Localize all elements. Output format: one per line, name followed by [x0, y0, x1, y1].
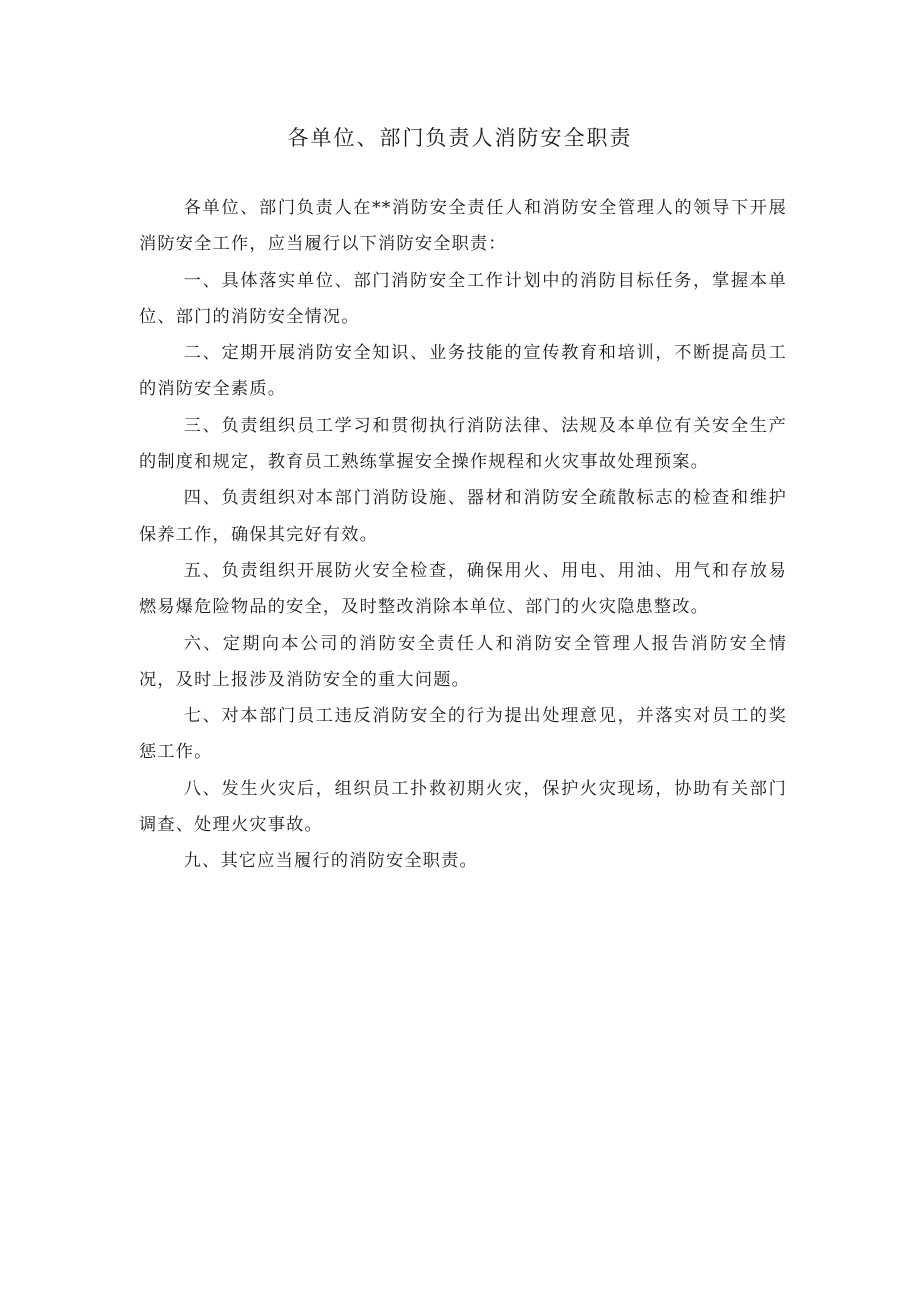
paragraph-item-1: 一、具体落实单位、部门消防安全工作计划中的消防目标任务，掌握本单位、部门的消防安全情况。 [139, 270, 787, 327]
paragraph-item-9: 九、其它应当履行的消防安全职责。 [183, 851, 478, 872]
paragraph-item-5: 五、负责组织开展防火安全检查，确保用火、用电、用油、用气和存放易燃易爆危险物品的安全，及时整改消除本单位、部门的火灾隐患整改。 [139, 560, 787, 618]
paragraph-intro: 各单位、部门负责人在**消防安全责任人和消防安全管理人的领导下开展消防安全工作，应当履行以下消防安全职责： [139, 198, 787, 255]
paragraph-item-4: 四、负责组织对本部门消防设施、器材和消防安全疏散标志的检查和维护保养工作，确保其完好有效。 [139, 488, 787, 545]
paragraph-item-7: 七、对本部门员工违反消防安全的行为提出处理意见，并落实对员工的奖惩工作。 [139, 706, 787, 763]
paragraph-item-6: 六、定期向本公司的消防安全责任人和消防安全管理人报告消防安全情况，及时上报涉及消防安全的重大问题。 [139, 633, 787, 690]
paragraph-item-3: 三、负责组织员工学习和贯彻执行消防法律、法规及本单位有关安全生产的制度和规定，教育员工熟练掌握安全操作规程和火灾事故处理预案。 [139, 415, 787, 473]
paragraph-item-8: 八、发生火灾后，组织员工扑救初期火灾，保护火灾现场，协助有关部门调查、处理火灾事故。 [139, 778, 787, 836]
document-title: 各单位、部门负责人消防安全职责 [287, 126, 633, 150]
paragraph-item-2: 二、定期开展消防安全知识、业务技能的宣传教育和培训，不断提高员工的消防安全素质。 [139, 343, 787, 400]
document-body [139, 190, 787, 880]
